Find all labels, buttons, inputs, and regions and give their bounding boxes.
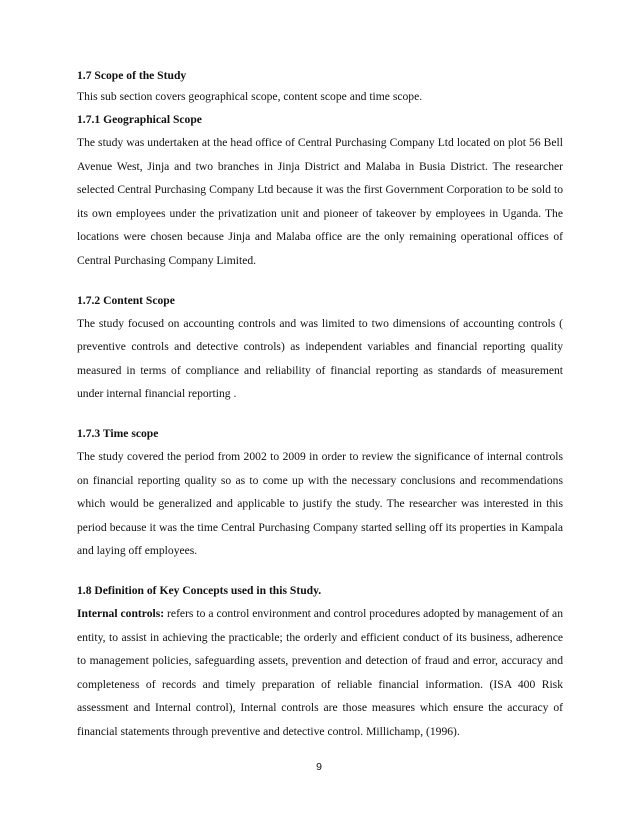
- definition-text: refers to a control environment and control procedures adopted by management of an entity, to assist in achieving the practicable; the orderly and efficient conduct of its business, adherence to management policies, safeguarding assets, prevention and detection of fraud and error, accuracy and completeness of records and timely preparation of reliable financial information. (ISA 400 Risk assessment and Internal control), Internal controls are those measures which ensure the accuracy of financial statements through preventive and detective control. Millichamp, (1996).: [77, 606, 563, 738]
- section-heading-time: 1.7.3 Time scope: [77, 426, 159, 440]
- definition-term: Internal controls:: [77, 606, 165, 620]
- section-heading-content: 1.7.2 Content Scope: [77, 293, 175, 307]
- section-body-time: The study covered the period from 2002 to 2009 in order to review the significance of internal controls on financial reporting quality so as to come up with the necessary conclusions and recommendations which would be generalized and applicable to justify the study. The researcher was interested in this period because it was the time Central Purchasing Company started selling off its properties in Kampala and laying off employees.: [77, 449, 563, 558]
- section-body-definitions: [77, 602, 563, 744]
- document-page: [77, 68, 563, 743]
- section-heading-definitions: 1.8 Definition of Key Concepts used in this Study.: [77, 583, 322, 597]
- section-heading-geographical: 1.7.1 Geographical Scope: [77, 113, 202, 126]
- section-body-geographical: The study was undertaken at the head office of Central Purchasing Company Ltd located on plot 56 Bell Avenue West, Jinja and two branches in Jinja District and Malaba in Busia District. The researcher selected Central Purchasing Company Ltd because it was the first Government Corporation to be sold to its own employees under the privatization unit and pioneer of takeover by employees in Uganda. The locations were chosen because Jinja and Malaba office are the only remaining operational offices of Central Purchasing Company Limited.: [77, 136, 563, 267]
- page-number: 9: [316, 761, 322, 773]
- section-body-content: The study focused on accounting controls and was limited to two dimensions of accounting controls ( preventive controls and detective controls) as independent variables and financial reporting quality measured in terms of compliance and reliability of financial reporting as standards of measurement under internal financial reporting .: [77, 316, 563, 401]
- section-heading-scope: 1.7 Scope of the Study: [77, 69, 187, 82]
- section-body-scope: This sub section covers geographical scope, content scope and time scope.: [77, 90, 423, 103]
